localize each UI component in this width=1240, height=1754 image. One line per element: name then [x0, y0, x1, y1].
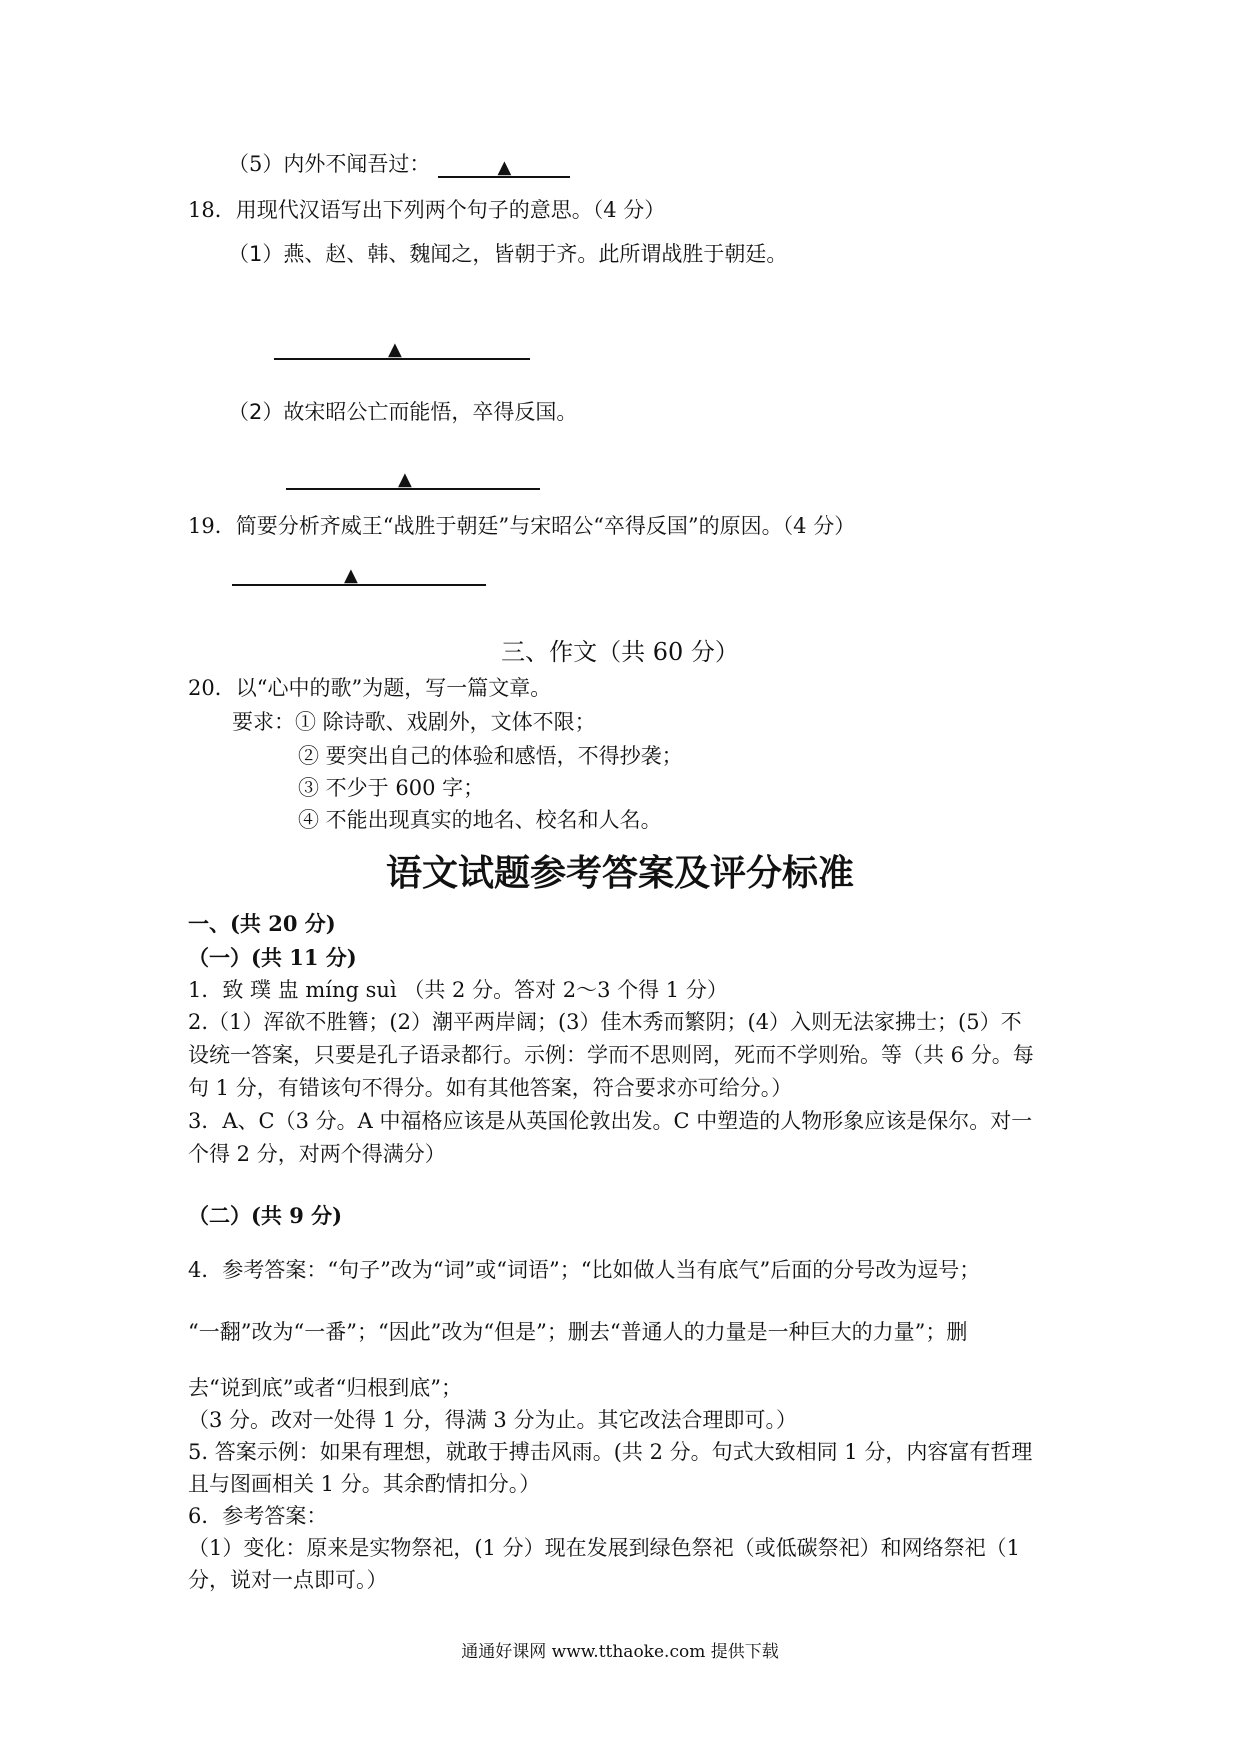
answer-blank [438, 152, 570, 178]
q18-stem: 18．用现代汉语写出下列两个句子的意思。（4 分） [188, 198, 666, 222]
q20-requirement-3: ③ 不少于 600 字； [298, 776, 485, 800]
q20-requirement-2: ② 要突出自己的体验和感悟，不得抄袭； [298, 744, 683, 768]
q18-sentence-1: （1）燕、赵、韩、魏闻之，皆朝于齐。此所谓战胜于朝廷。 [228, 242, 788, 266]
answers-sub-1: （一）(共 11 分) [188, 945, 357, 970]
answer-4-line-2: “一翻”改为“一番”；“因此”改为“但是”；删去“普通人的力量是一种巨大的力量”；删 [188, 1320, 968, 1344]
q17-5-label: （5）内外不闻吾过： [228, 152, 431, 176]
page-footer: 通通好课网 www.tthaoke.com 提供下载 [461, 1642, 779, 1662]
answers-part-1: 一、(共 20 分) [188, 911, 336, 936]
answer-blank [286, 488, 540, 490]
q20-requirement-1: 要求：① 除诗歌、戏剧外，文体不限； [232, 710, 596, 734]
q18-sentence-2: （2）故宋昭公亡而能悟，卒得反国。 [228, 400, 578, 424]
answer-3-line-2: 个得 2 分，对两个得满分） [188, 1142, 446, 1166]
answer-6-line-1: 6．参考答案： [188, 1504, 328, 1528]
answer-1: 1．致 璞 盅 míng suì （共 2 分。答对 2～3 个得 1 分） [188, 978, 728, 1002]
answer-4-line-1: 4．参考答案：“句子”改为“词”或“词语”；“比如做人当有底气”后面的分号改为逗号； [188, 1258, 981, 1282]
q20-requirement-4: ④ 不能出现真实的地名、校名和人名。 [298, 808, 662, 832]
q19-stem: 19．简要分析齐威王“战胜于朝廷”与宋昭公“卒得反国”的原因。（4 分） [188, 514, 856, 538]
answer-6-line-3: 分，说对一点即可。） [188, 1568, 388, 1592]
answer-2-line-2: 设统一答案，只要是孔子语录都行。示例：学而不思则罔，死而不学则殆。等（共 6 分。每 [188, 1043, 1034, 1067]
answer-3-line-1: 3．A、C（3 分。A 中福格应该是从英国伦敦出发。C 中塑造的人物形象应该是保尔。对一 [188, 1109, 1033, 1133]
answers-title: 语文试题参考答案及评分标准 [385, 853, 854, 894]
answer-marker-triangle: ▲ [344, 565, 358, 586]
answer-marker-triangle: ▲ [388, 339, 402, 360]
answer-4-line-3: 去“说到底”或者“归根到底”； [188, 1376, 462, 1400]
answer-2-line-3: 句 1 分，有错该句不得分。如有其他答案，符合要求亦可给分。） [188, 1076, 793, 1100]
answer-6-line-2: （1）变化：原来是实物祭祀，(1 分）现在发展到绿色祭祀（或低碳祭祀）和网络祭祀（1 [188, 1536, 1020, 1560]
answer-blank [274, 358, 530, 360]
answer-5-line-1: 5. 答案示例：如果有理想，就敢于搏击风雨。(共 2 分。句式大致相同 1 分，内容富有哲理 [188, 1440, 1033, 1464]
q20-stem: 20．以“心中的歌”为题，写一篇文章。 [188, 676, 552, 700]
q17-5-item [228, 150, 570, 178]
answer-4-line-4: （3 分。改对一处得 1 分，得满 3 分为止。其它改法合理即可。） [188, 1408, 797, 1432]
answer-blank [232, 584, 486, 586]
section-title-composition: 三、作文（共 60 分） [501, 638, 739, 666]
answer-marker-triangle: ▲ [398, 469, 412, 490]
answer-2-line-1: 2.（1）浑欲不胜簪；(2）潮平两岸阔；(3）佳木秀而繁阴；(4）入则无法家拂士；(5）不 [188, 1010, 1022, 1034]
answer-5-line-2: 且与图画相关 1 分。其余酌情扣分。） [188, 1472, 541, 1496]
answers-sub-2: （二）(共 9 分) [188, 1203, 343, 1228]
answer-marker-triangle: ▲ [497, 157, 512, 178]
